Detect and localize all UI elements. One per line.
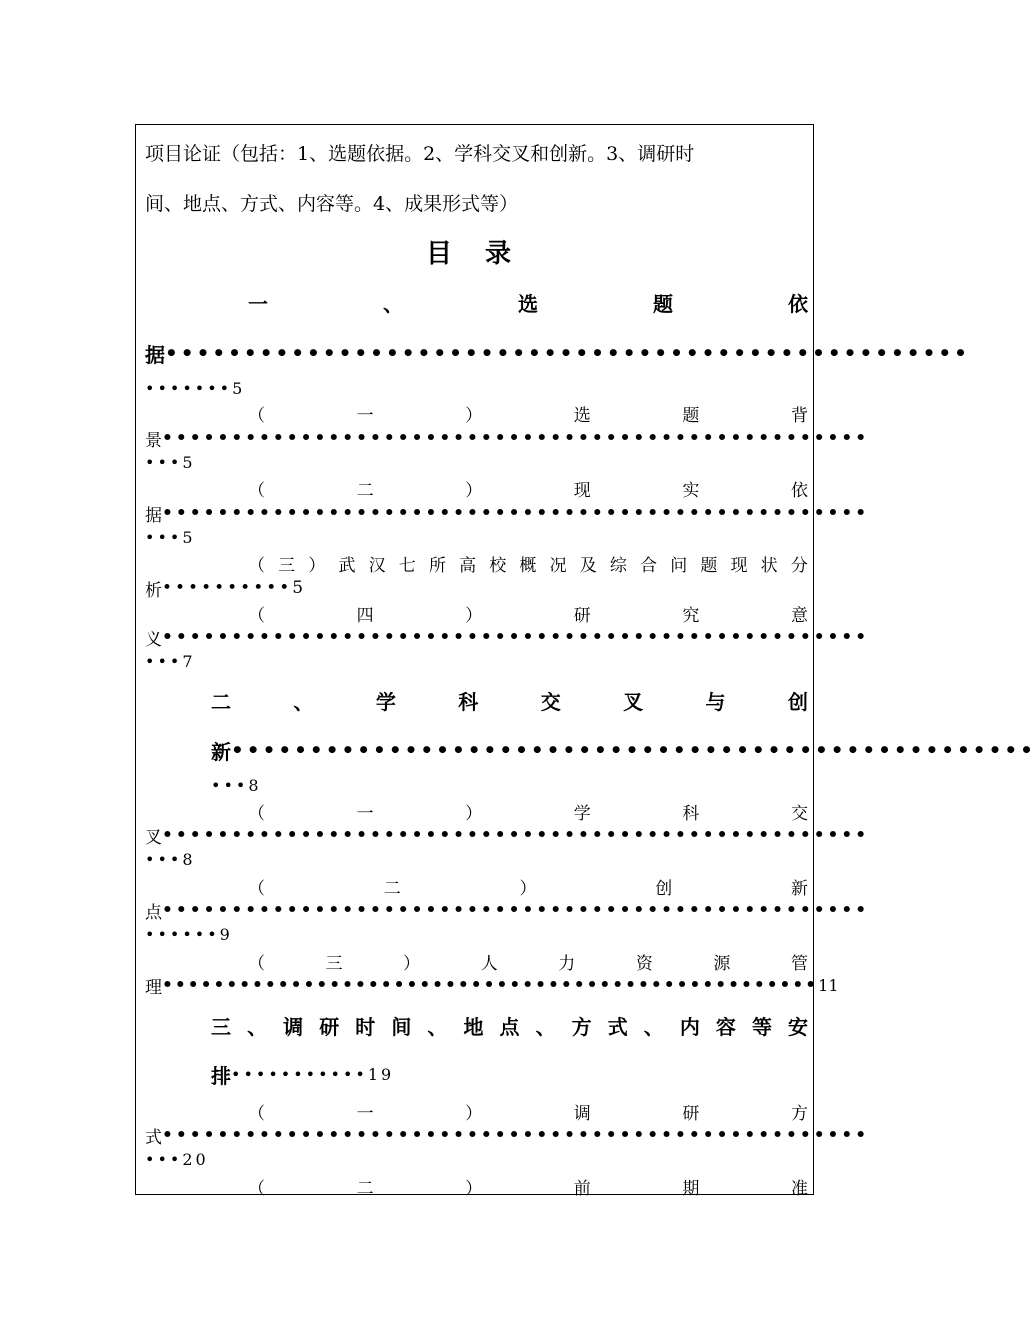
toc-char: 实 xyxy=(682,480,700,501)
toc-char: 创 xyxy=(655,878,673,899)
toc-entry-7-head[interactable] xyxy=(248,799,808,823)
toc-char: 选 xyxy=(518,291,538,316)
toc-char: 一 xyxy=(356,405,374,426)
toc-char: （ xyxy=(248,555,265,576)
toc-entry-5-head[interactable] xyxy=(248,601,808,625)
toc-char: 四 xyxy=(356,605,374,626)
toc-char: 研 xyxy=(682,1103,700,1124)
toc-char: 所 xyxy=(428,555,446,576)
toc-label: 析 xyxy=(145,580,162,601)
leader-dots: ••••••••••••••••••••••••••••••••••••••••••••••••••• xyxy=(162,627,870,647)
toc-char: 七 xyxy=(398,555,416,576)
toc-char: 、 xyxy=(293,689,314,714)
toc-char: 题 xyxy=(682,405,700,426)
toc-char: 科 xyxy=(682,803,700,824)
toc-char: 调 xyxy=(283,1014,304,1039)
leader-dots: ••••••••••••••••••••••••••••••••••••••••••••••••••• xyxy=(162,900,870,920)
toc-char: 资 xyxy=(635,953,653,974)
toc-char: 研 xyxy=(573,605,591,626)
toc-char: 、 xyxy=(247,1014,268,1039)
toc-label: 新 xyxy=(211,739,231,764)
toc-label: 据 xyxy=(145,342,165,367)
toc-char: 研 xyxy=(319,1014,340,1039)
leader-dots: ••••••••••••••••••••••••••••••••••••••••••••••••••• xyxy=(162,428,870,448)
toc-char: 意 xyxy=(790,605,808,626)
toc-char: ） xyxy=(465,803,483,824)
toc-char: 地 xyxy=(463,1014,484,1039)
toc-char: ） xyxy=(465,1103,483,1124)
toc-entry-8-page: ••••••9 xyxy=(145,925,233,944)
toc-char: （ xyxy=(248,803,265,824)
leader-dots: ••••••••••••••••••••••••••••••••••••••••••••••••••• xyxy=(162,503,870,523)
intro-line-1: 项目论证（包括：1、选题依据。2、学科交叉和创新。3、调研时 xyxy=(145,143,695,165)
toc-entry-11-page: •••20 xyxy=(145,1150,209,1169)
toc-char: 题 xyxy=(653,291,673,316)
toc-char: ） xyxy=(403,953,421,974)
toc-label: 排 xyxy=(211,1063,231,1088)
toc-char: 人 xyxy=(480,953,498,974)
toc-char: 一 xyxy=(356,1103,374,1124)
toc-char: 、 xyxy=(383,291,403,316)
toc-char: 现 xyxy=(573,480,591,501)
toc-char: （ xyxy=(248,605,265,626)
toc-char: 前 xyxy=(573,1178,591,1199)
toc-char: （ xyxy=(248,953,265,974)
toc-char: 一 xyxy=(248,291,268,316)
toc-label: 理 xyxy=(145,977,162,998)
toc-char: 三 xyxy=(325,953,343,974)
toc-char: 概 xyxy=(519,555,537,576)
toc-char: 学 xyxy=(573,803,591,824)
leader-dots: ••••••••••••••••••••••••••••••••••••••••••••••••••• xyxy=(162,1125,870,1145)
toc-char: 背 xyxy=(790,405,808,426)
intro-line-2: 间、地点、方式、内容等。4、成果形式等） xyxy=(145,193,519,215)
toc-char: 学 xyxy=(375,689,396,714)
toc-page: 11 xyxy=(818,975,839,995)
toc-char: 依 xyxy=(790,480,808,501)
toc-label: 点 xyxy=(145,902,162,923)
toc-char: （ xyxy=(248,480,265,501)
leader-dots: ••••••••••••••••••••••••••••••••••••••••••••••••••• xyxy=(165,341,970,365)
toc-char: （ xyxy=(248,878,265,899)
toc-entry-3-head[interactable] xyxy=(248,476,808,500)
toc-char: 二 xyxy=(211,689,231,714)
toc-char: 二 xyxy=(356,1178,374,1199)
toc-char: 三 xyxy=(278,555,296,576)
toc-entry-3-page: •••5 xyxy=(145,528,196,547)
toc-page: •••••••••••19 xyxy=(231,1064,395,1084)
toc-char: ） xyxy=(465,605,483,626)
toc-char: 高 xyxy=(459,555,477,576)
toc-entry-4-leader[interactable] xyxy=(145,577,808,599)
leader-dots: ••••••••••••••••••••••••••••••••••••••••••••••••••• xyxy=(231,738,1036,762)
toc-entry-5-page: •••7 xyxy=(145,652,196,671)
toc-char: 调 xyxy=(573,1103,591,1124)
toc-char: 状 xyxy=(760,555,778,576)
toc-char: 内 xyxy=(679,1014,700,1039)
toc-char: 二 xyxy=(383,878,401,899)
toc-char: ） xyxy=(308,555,326,576)
toc-entry-7-leader[interactable] xyxy=(145,824,870,848)
leader-dots: ••••••••••••••••••••••••••••••••••••••••••••••••••• xyxy=(162,825,870,845)
toc-char: ） xyxy=(465,405,483,426)
toc-char: 依 xyxy=(788,291,808,316)
toc-label: 义 xyxy=(145,629,162,650)
toc-page: ••••••••••5 xyxy=(162,578,307,598)
toc-char: 汉 xyxy=(368,555,386,576)
toc-char: 交 xyxy=(540,689,561,714)
toc-char: 管 xyxy=(790,953,808,974)
toc-entry-11-leader[interactable] xyxy=(145,1124,870,1148)
toc-entry-4-head[interactable] xyxy=(248,551,808,575)
toc-char: 现 xyxy=(730,555,748,576)
toc-char: 、 xyxy=(427,1014,448,1039)
toc-char: 合 xyxy=(640,555,658,576)
toc-entry-12-head[interactable] xyxy=(248,1174,808,1198)
toc-char: 况 xyxy=(549,555,567,576)
toc-char: 时 xyxy=(355,1014,376,1039)
toc-entry-8-head[interactable] xyxy=(248,874,808,898)
toc-char: 方 xyxy=(571,1014,592,1039)
toc-entry-1-leader[interactable] xyxy=(145,341,970,367)
toc-char: 源 xyxy=(713,953,731,974)
toc-entry-11-head[interactable] xyxy=(248,1099,808,1123)
toc-char: ） xyxy=(465,480,483,501)
toc-char: 校 xyxy=(489,555,507,576)
toc-entry-9-head[interactable] xyxy=(248,949,808,973)
toc-entry-2-leader[interactable] xyxy=(145,427,870,451)
toc-char: 、 xyxy=(535,1014,556,1039)
toc-char: 期 xyxy=(682,1178,700,1199)
toc-char: 容 xyxy=(715,1014,736,1039)
toc-char: 选 xyxy=(573,405,591,426)
toc-entry-6-leader[interactable] xyxy=(211,738,1036,764)
toc-char: 题 xyxy=(700,555,718,576)
toc-entry-1-page: •••••••5 xyxy=(145,379,246,398)
toc-char: （ xyxy=(248,1103,265,1124)
toc-char: 交 xyxy=(790,803,808,824)
toc-char: 及 xyxy=(579,555,597,576)
toc-entry-9-leader[interactable] xyxy=(145,974,839,998)
toc-entry-3-leader[interactable] xyxy=(145,502,870,526)
toc-char: 点 xyxy=(499,1014,520,1039)
toc-char: 综 xyxy=(609,555,627,576)
toc-char: 科 xyxy=(458,689,479,714)
toc-title: 目 录 xyxy=(425,239,524,269)
toc-char: 安 xyxy=(788,1014,808,1039)
toc-label: 叉 xyxy=(145,827,162,848)
toc-char: （ xyxy=(248,405,265,426)
toc-char: 新 xyxy=(791,878,808,899)
toc-char: 叉 xyxy=(623,689,644,714)
toc-char: 间 xyxy=(391,1014,412,1039)
toc-char: 问 xyxy=(670,555,688,576)
toc-entry-6-page: •••8 xyxy=(211,776,262,795)
toc-entry-1-head[interactable] xyxy=(248,287,808,317)
toc-entry-7-page: •••8 xyxy=(145,850,196,869)
toc-char: （ xyxy=(248,1178,265,1199)
toc-char: ） xyxy=(519,878,537,899)
toc-label: 式 xyxy=(145,1127,162,1148)
toc-char: 式 xyxy=(607,1014,628,1039)
toc-char: ） xyxy=(465,1178,483,1199)
toc-char: 究 xyxy=(682,605,700,626)
toc-entry-10-head[interactable] xyxy=(211,1010,808,1040)
toc-char: 、 xyxy=(643,1014,664,1039)
toc-entry-10-leader[interactable] xyxy=(211,1063,808,1088)
toc-char: 准 xyxy=(790,1178,808,1199)
toc-label: 景 xyxy=(145,430,162,451)
toc-char: 创 xyxy=(787,689,808,714)
toc-entry-2-head[interactable] xyxy=(248,401,808,425)
toc-entry-5-leader[interactable] xyxy=(145,626,870,650)
toc-char: 方 xyxy=(790,1103,808,1124)
toc-char: 一 xyxy=(356,803,374,824)
document-frame xyxy=(135,124,1036,1199)
toc-char: 二 xyxy=(356,480,374,501)
toc-char: 等 xyxy=(751,1014,772,1039)
toc-entry-2-page: •••5 xyxy=(145,453,196,472)
toc-label: 据 xyxy=(145,505,162,526)
toc-entry-8-leader[interactable] xyxy=(145,899,870,923)
toc-char: 三 xyxy=(211,1014,231,1039)
toc-char: 力 xyxy=(558,953,576,974)
toc-char: 武 xyxy=(338,555,356,576)
toc-char: 分 xyxy=(790,555,808,576)
leader-dots: ••••••••••••••••••••••••••••••••••••••••••••••••••• xyxy=(162,975,819,995)
toc-entry-6-head[interactable] xyxy=(211,685,808,715)
toc-char: 与 xyxy=(705,689,726,714)
